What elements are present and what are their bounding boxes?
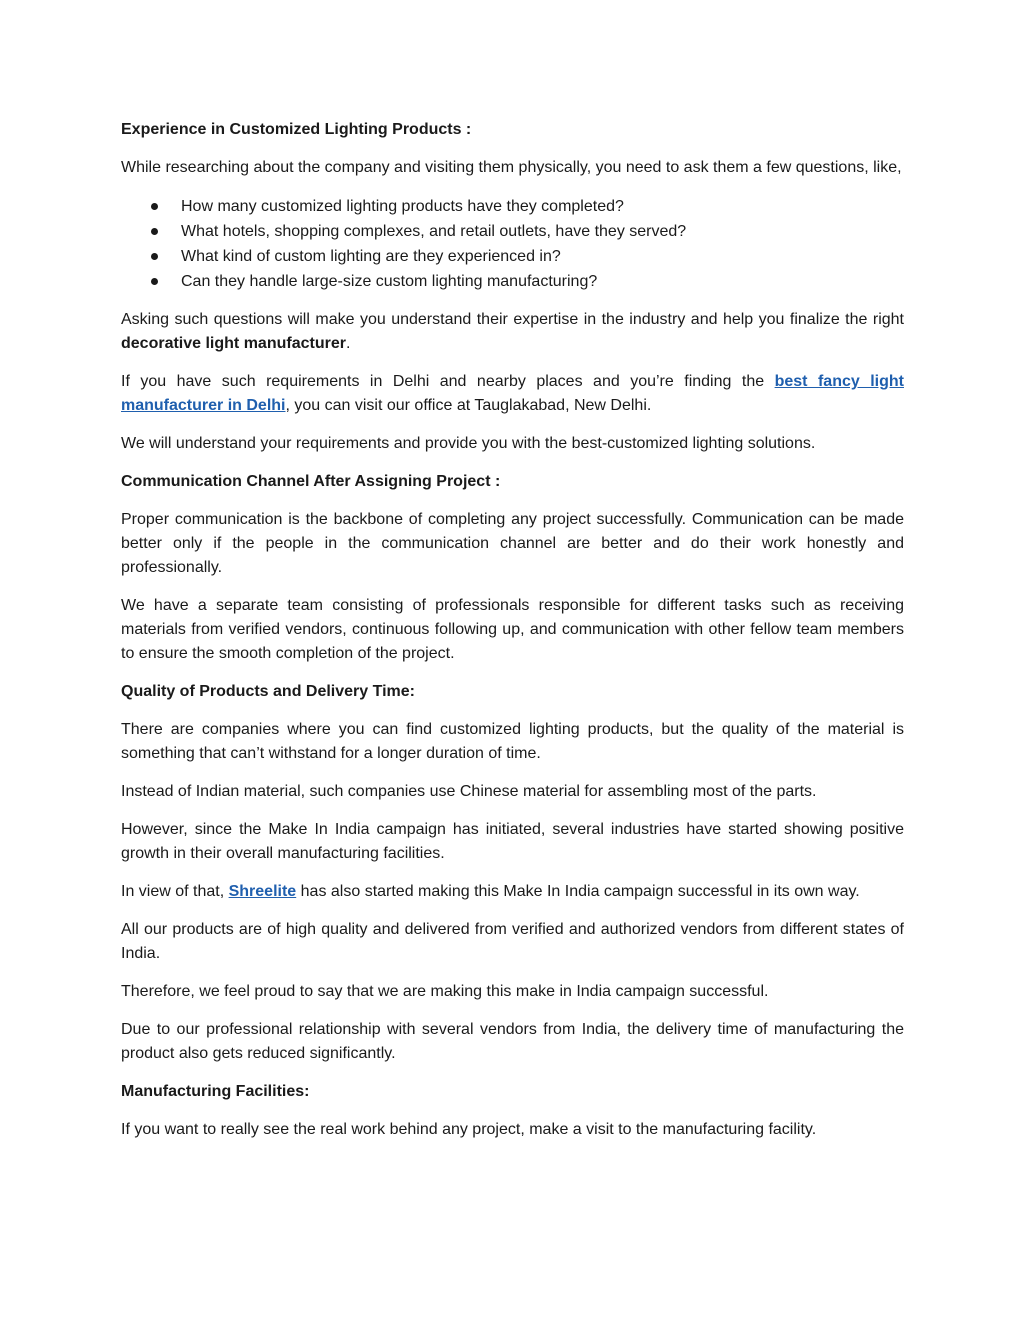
quality-paragraph-5: Therefore, we feel proud to say that we are making this make in India campaign successful. [121, 983, 769, 1000]
communication-heading: Communication Channel After Assigning Project : [121, 473, 501, 490]
quality-paragraph-2: Instead of Indian material, such companies use Chinese material for assembling most of the parts. [121, 783, 817, 800]
quality-paragraph-3: However, since the Make In India campaign has initiated, several industries have started showing positive growth in their overall manufacturing facilities. [121, 821, 904, 862]
list-item [151, 194, 904, 219]
list-item-text: What kind of custom lighting are they experienced in? [181, 248, 561, 265]
experience-heading: Experience in Customized Lighting Products : [121, 121, 472, 138]
quality-paragraph-6: Due to our professional relationship with several vendors from India, the delivery time of manufacturing the product also gets reduced significantly. [121, 1021, 904, 1062]
decorative-light-manufacturer-text: decorative light manufacturer [121, 335, 346, 352]
shreelite-text: In view of that, [121, 883, 229, 900]
quality-heading: Quality of Products and Delivery Time: [121, 683, 415, 700]
delhi-text: If you have such requirements in Delhi and nearby places and you’re finding the [121, 373, 775, 390]
bullet-icon [151, 228, 158, 235]
communication-paragraph-1: Proper communication is the backbone of completing any project successfully. Communication can be made better only if the people in the communication channel are better and do their work honestly and professionally. [121, 511, 904, 576]
delhi-text-end: , you can visit our office at Tauglakabad, New Delhi. [285, 397, 652, 414]
bullet-icon [151, 253, 158, 260]
asking-end: . [345, 335, 351, 352]
list-item [151, 219, 904, 244]
bullet-icon [151, 203, 158, 210]
delhi-paragraph [121, 370, 904, 418]
list-item-text: Can they handle large-size custom lighting manufacturing? [181, 273, 598, 290]
manufacturing-heading: Manufacturing Facilities: [121, 1083, 310, 1100]
bullet-icon [151, 278, 158, 285]
communication-paragraph-2: We have a separate team consisting of professionals responsible for different tasks such as receiving materials from verified vendors, continuous following up, and communication with other fellow team members to ensure the smooth completion of the project. [121, 597, 904, 662]
list-item [151, 244, 904, 269]
list-item-text: What hotels, shopping complexes, and retail outlets, have they served? [181, 223, 687, 240]
best-fancy-light-manufacturer-link[interactable]: best fancy light manufacturer in Delhi [121, 373, 904, 414]
asking-text: Asking such questions will make you understand their expertise in the industry and help you finalize the right [121, 311, 904, 328]
asking-paragraph [121, 308, 904, 356]
shreelite-link[interactable]: Shreelite [228, 883, 297, 900]
questions-list [121, 194, 904, 294]
list-item-text: How many customized lighting products have they completed? [181, 198, 624, 215]
manufacturing-paragraph-1: If you want to really see the real work behind any project, make a visit to the manufacturing facility. [121, 1121, 817, 1138]
shreelite-paragraph [121, 880, 904, 904]
list-item [151, 269, 904, 294]
document-page [121, 118, 904, 1156]
shreelite-text-end: has also started making this Make In India campaign successful in its own way. [296, 883, 860, 900]
experience-intro: While researching about the company and visiting them physically, you need to ask them a few questions, like, [121, 159, 902, 176]
quality-paragraph-4: All our products are of high quality and delivered from verified and authorized vendors from different states of India. [121, 921, 904, 962]
quality-paragraph-1: There are companies where you can find customized lighting products, but the quality of the material is something that can’t withstand for a longer duration of time. [121, 721, 904, 762]
understand-paragraph: We will understand your requirements and provide you with the best-customized lighting solutions. [121, 435, 816, 452]
